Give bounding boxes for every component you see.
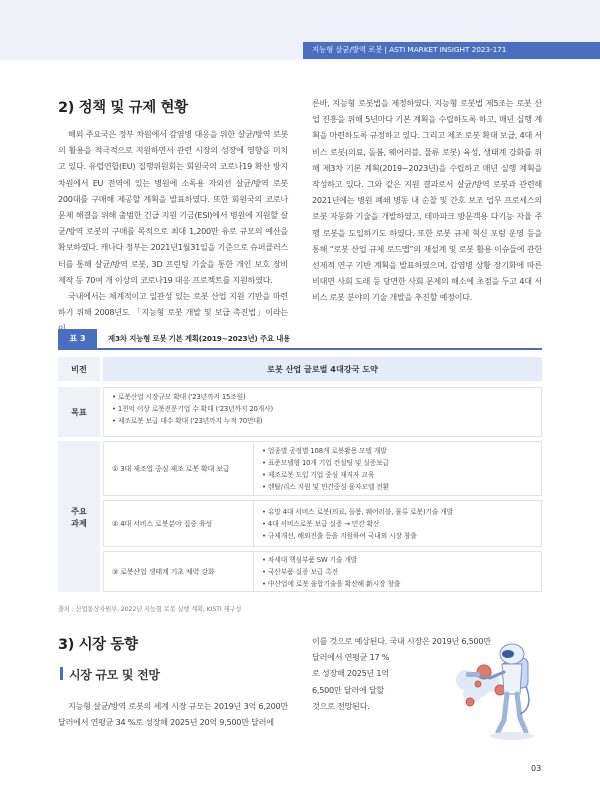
section-title-market: 3) 시장 동향 <box>58 637 138 653</box>
table-source: 출처 : 산업통상자원부, 2022년 지능형 로봇 실행 계획, KISTI 재구성 <box>58 606 242 613</box>
page-number: 03 <box>531 764 542 773</box>
header-title: 지능형 살균/방역 로봇 | ASTI MARKET INSIGHT 2023-171 <box>312 45 507 54</box>
market-left-column <box>58 698 288 730</box>
task-item: • 규제개선, 해외진출 등을 지원하여 국내외 시장 창출 <box>262 531 417 540</box>
task-item: • 차세대 핵심부품 SW 기술 개발 <box>262 555 358 564</box>
table-tag: 표 3 <box>58 329 97 348</box>
paragraph: 지능형 살균/방역 로봇의 세계 시장 규모는 2019년 3억 6,200만 달러에서 연평균 34 %로 성장해 2025년 20억 9,500만 달러에 <box>58 701 288 728</box>
vision-label: 비전 <box>58 357 100 381</box>
subtitle-market-size: 시장 규모 및 전망 <box>69 668 160 682</box>
paragraph-line: 것으로 전망된다. <box>312 700 370 711</box>
task-name: ③ 로봇산업 생태계 기초 체력 강화 <box>103 551 253 592</box>
policy-right-column <box>312 95 542 306</box>
task-item: • 제조로봇 도입 기업 중심 재직자 교육 <box>262 470 375 479</box>
paragraph-line: 달러에서 연평균 17 % <box>312 652 390 663</box>
vision-value: 로봇 산업 글로벌 4대강국 도약 <box>103 357 542 381</box>
task-item: • 표준모델형 10개 기업 컨설팅 및 실증보급 <box>262 458 389 467</box>
paragraph: 해외 주요국은 정부 차원에서 감염병 대응을 위한 살균/방역 로봇의 활용을 적극적으로 지원하면서 관련 시장의 성장에 영향을 미치고 있다. 유럽연합(EU) 집행위원회는 회원국의 코로나19 확산 방지 차원에서 EU 전역에 있는 병원에 소독용 자외선 살균/방역 로봇 200대를 구매해 제공할 계획을 발표하였다. 또한 회원국의 코로나 문제 해결을 위해 출범한 긴급 지원 기금(ESI)에서 병원에 지원할 살균/방역 로봇의 구매를 목적으로 최대 1,200만 유로 규모의 예산을 확보하였다. 캐나다 정부는 2021년1월31일을 기준으로 슈퍼클러스터를 통해 살균/방역 로봇, 3D 프린팅 기술을 통한 개인 보호 장비 제작 등 70여 개 이상의 코로나19 대응 프로젝트를 지원하였다. <box>58 129 288 285</box>
goals-cell <box>103 387 542 437</box>
goal-item: • 제조로봇 보급 대수 확대 ('23년까지 누적 70만대) <box>112 417 263 425</box>
task-item: • 中산업에 로봇 융합기술을 확산해 新시장 창출 <box>262 579 401 588</box>
policy-left-column <box>58 126 288 337</box>
task-item: • 렌탈/리스 지원 및 민간중심 융자모델 전환 <box>262 482 390 491</box>
goal-item: • 로봇산업 시장규모 확대 ('23년까지 15조원) <box>112 393 246 401</box>
task-item: • 유망 4대 서비스 로봇(의료, 돌봄, 웨어러블, 물류 로봇)기술 개발 <box>262 507 454 516</box>
disinfection-robot-illustration <box>408 628 542 744</box>
paragraph-line: 6,500만 달러에 달할 <box>312 684 384 695</box>
task-label-text: 주요 과제 <box>71 505 87 528</box>
page-header <box>0 0 600 60</box>
task-items-cell <box>253 441 542 496</box>
subtitle-bar <box>60 667 63 680</box>
goal-label: 목표 <box>58 387 100 437</box>
paragraph-line: 이를 것으로 예상된다. 국내 시장은 2019년 6,500만 <box>312 636 491 646</box>
market-right-column <box>312 633 491 714</box>
task-items-cell <box>253 551 542 592</box>
task-items-cell <box>253 500 542 547</box>
task-item: • 4대 서비스로봇 보급 실증 → 민간 확산 <box>262 519 380 528</box>
task-label <box>58 441 100 592</box>
task-name: ① 3대 제조업 중심 제조 로봇 확대 보급 <box>103 441 253 496</box>
paragraph: 국내에서는 체계적이고 일관성 있는 로봇 산업 지원 기반을 마련하기 위해 2008년도 「지능형 로봇 개발 및 보급 촉진법」이라는 <box>58 291 288 318</box>
task-name: ② 4대 서비스 로봇분야 집중 육성 <box>103 500 253 547</box>
table-title: 제3차 지능형 로봇 기본 계획(2019~2023년) 주요 내용 <box>108 334 291 343</box>
task-item: • 국산부품 실증 보급 촉진 <box>262 567 339 576</box>
table-top-rule <box>58 348 542 350</box>
goal-item: • 1천억 이상 로봇전문기업 수 확대 ('23년까지 20개사) <box>112 405 274 413</box>
section-title-policy: 2) 정책 및 규제 현황 <box>58 100 188 116</box>
paragraph-line: 로 성장해 2025년 1억 <box>312 668 389 679</box>
robot-body-icon <box>502 664 522 694</box>
paragraph: 른바, 지능형 로봇법을 제정하였다. 지능형 로봇법 제5조는 로봇 산업 진흥을 위해 5년마다 기본 계획을 수립하도록 하고, 매년 실행 계획을 마련하도록 규정하고 있다. 그리고 제조 로봇 확대 보급, 4대 서비스 로봇(의료, 돌봄, 웨어러블, 물류 로봇) 육성, 생태계 강화를 위해 제3차 기본 계획(2019~2023년)을 수립하고 매년 실행 계획을 작성하고 있다. 그와 같은 지원 결과로서 살균/방역 로봇과 관련해 2021년에는 병원 폐쇄 병동 내 순찰 및 간호 보조 업무 프로세스의 로봇 자동화 기술을 개발하였고, 테마파크 방문객용 다기능 자율 주행 로봇을 도입하기도 하였다. 또한 로봇 규제 혁신 포럼 운영 등을 통해 “로봇 산업 규제 로드맵”의 재설계 및 로봇 활용 이슈들에 관한 선제적 연구 기반 계획을 발표하였으며, 감염병 상황 장기화에 따른 비대면 사회 도래 등 당면한 사회 문제의 해소에 초점을 두고 4대 서비스 로봇 분야의 기술 개발을 추진할 예정이다. <box>312 98 542 303</box>
task-item: • 업종별 공정별 108개 로봇활용 모델 개발 <box>262 446 387 455</box>
